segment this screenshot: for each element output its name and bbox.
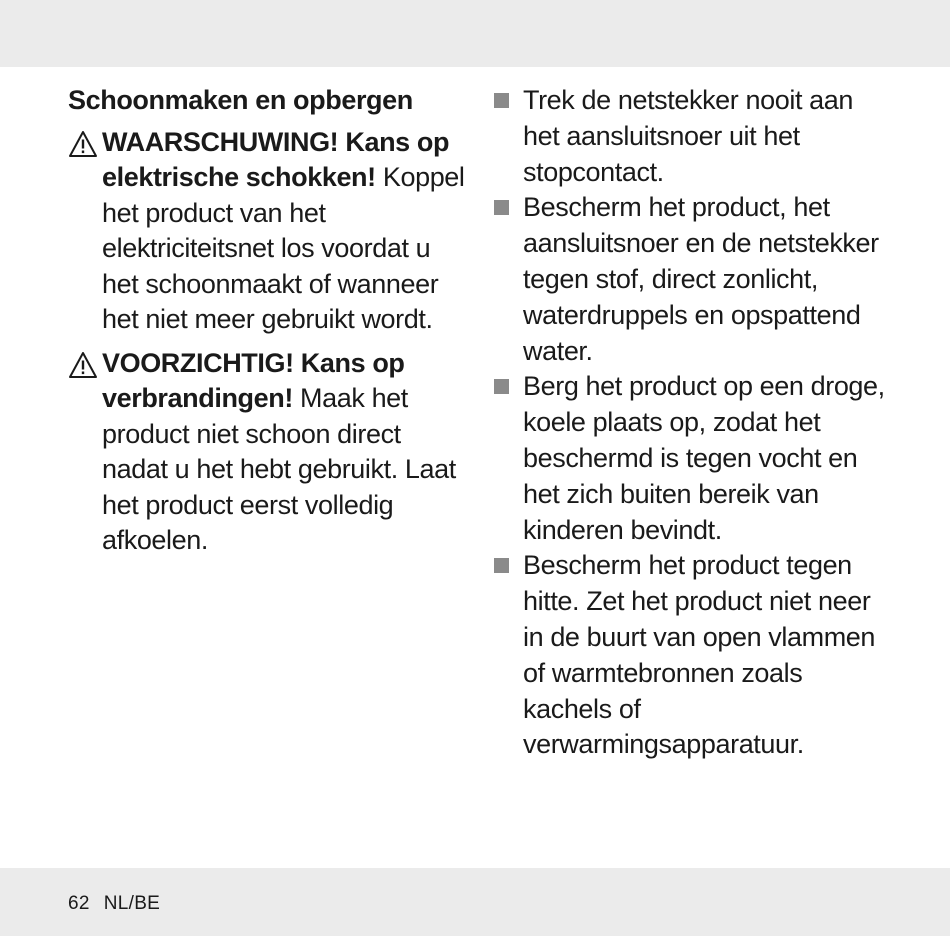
list-item xyxy=(494,548,894,763)
list-item-text: Bescherm het product, het aansluitsnoer en de netstekker tegen stof, direct zonlicht, waterdruppels en opspattend water. xyxy=(523,192,879,366)
list-item xyxy=(494,369,894,548)
square-bullet-icon xyxy=(494,93,509,108)
list-item-text: Bescherm het product tegen hitte. Zet het product niet neer in de buurt van open vlammen of warmtebronnen zoals kachels of verwarmingsapparatuur. xyxy=(523,550,876,760)
top-band xyxy=(0,0,950,67)
list-item xyxy=(494,190,894,369)
caution-body: Maak het product niet schoon direct nadat u het hebt gebruikt. Laat het product eerst volledig afkoelen. xyxy=(102,383,456,555)
warning-triangle-icon xyxy=(68,130,98,158)
warning-title: WAARSCHUWING! Kans op elektrische schokken! xyxy=(102,126,450,192)
page-number: 62 xyxy=(68,893,90,914)
section-heading: Schoonmaken en opbergen xyxy=(68,85,413,115)
left-column xyxy=(68,83,468,567)
square-bullet-icon xyxy=(494,379,509,394)
warning-triangle-icon xyxy=(68,351,98,379)
list-item-text: Trek de netstekker nooit aan het aansluitsnoer uit het stopcontact. xyxy=(523,85,853,187)
warning-block-electric xyxy=(68,125,468,338)
warning-block-burn xyxy=(68,346,468,559)
list-item-text: Berg het product op een droge, koele plaats op, zodat het beschermd is tegen vocht en het zich buiten bereik van kinderen bevindt. xyxy=(523,371,885,545)
square-bullet-icon xyxy=(494,558,509,573)
caution-title: VOORZICHTIG! Kans op verbrandingen! xyxy=(102,347,405,413)
page-footer xyxy=(68,893,160,915)
right-column xyxy=(494,83,894,763)
locale-label: NL/BE xyxy=(103,893,161,914)
warning-body: Koppel het product van het elektriciteitsnet los voordat u het schoonmaakt of wanneer het niet meer gebruikt wordt. xyxy=(102,162,465,334)
square-bullet-icon xyxy=(494,200,509,215)
list-item xyxy=(494,83,894,190)
